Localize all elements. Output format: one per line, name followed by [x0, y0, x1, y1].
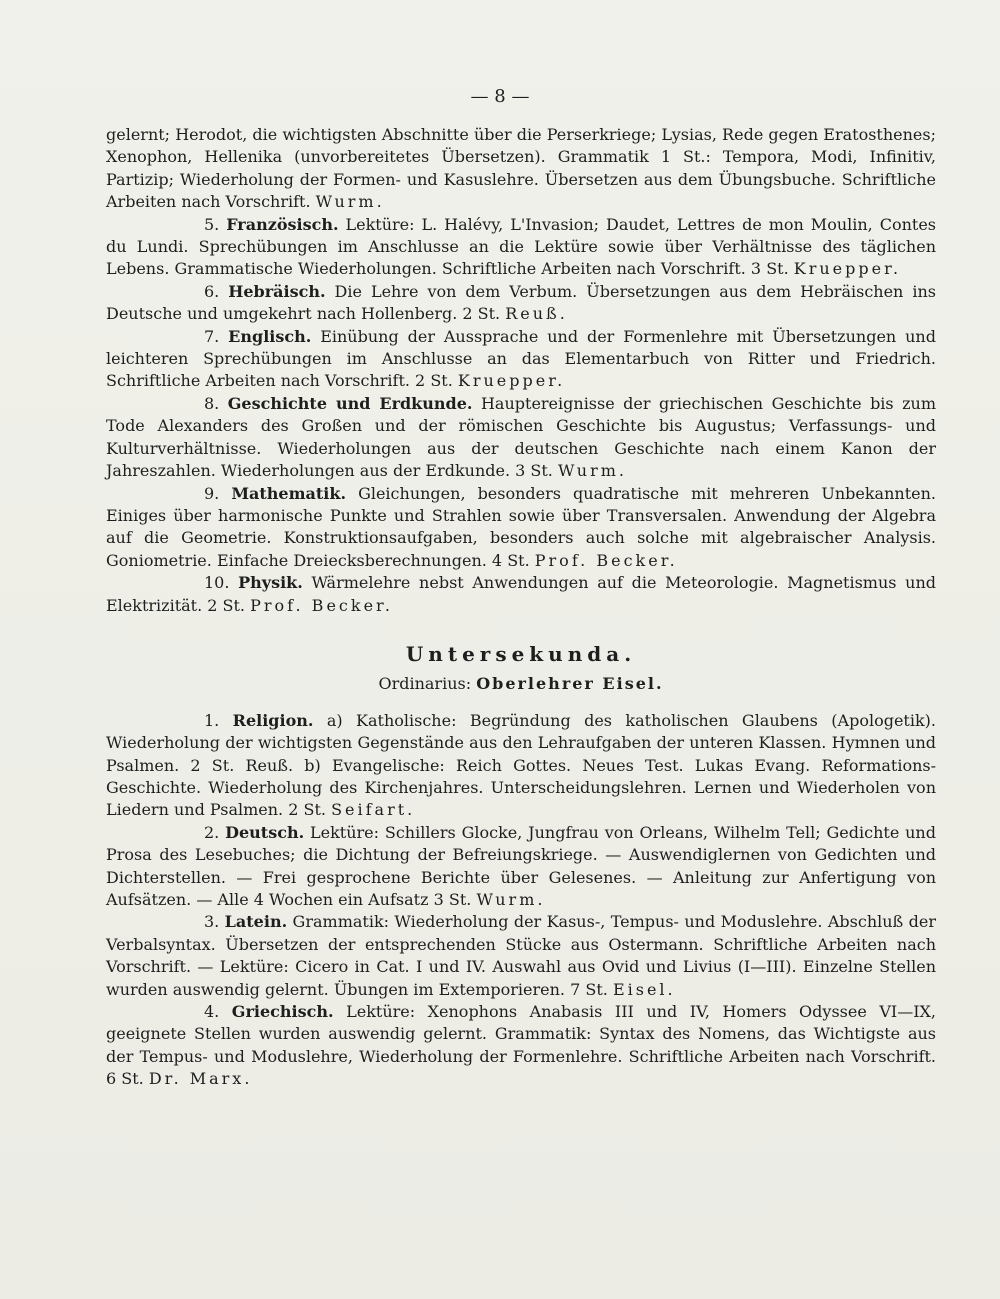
paragraph-number: 1.	[204, 710, 220, 730]
paragraph-number: 7.	[204, 326, 220, 346]
paragraph-mathematik	[106, 483, 936, 573]
subject-title: Religion.	[232, 710, 314, 730]
paragraph-body: Lektüre: L. Halévy, L'Invasion; Daudet, Lettres de mon Moulin, Contes du Lundi. Sprechübungen im Anschlusse an die Lektüre sowie über Verhältnisse des täglichen Lebens. Grammatische Wiederholungen. Schriftliche Arbeiten nach Vorschrift. 3 St.	[106, 214, 936, 279]
ordinarius-label: Ordinarius:	[378, 674, 472, 694]
paragraph-number: 6.	[204, 281, 220, 301]
subject-title: Französisch.	[226, 214, 339, 234]
teacher-name: Wurm.	[315, 192, 385, 212]
paragraph-religion	[106, 710, 936, 822]
teacher-name: Eisel.	[612, 979, 676, 999]
subject-title: Deutsch.	[225, 822, 305, 842]
paragraph-number: 10.	[204, 573, 230, 593]
section-title: Untersekunda.	[405, 641, 637, 666]
subject-title: Hebräisch.	[228, 281, 326, 301]
paragraph-physik	[106, 572, 936, 617]
subject-title: Mathematik.	[231, 483, 347, 503]
paragraph-body: Hauptereignisse der griechischen Geschichte bis zum Tode Alexanders des Großen und der römischen Geschichte bis Augustus; Verfassungs- und Kulturverhältnisse. Wiederholungen aus der deutschen Geschichte nach einem Kanon der Jahreszahlen. Wiederholungen aus der Erdkunde. 3 St.	[106, 393, 937, 481]
teacher-name: Wurm.	[476, 890, 546, 909]
page-number: — 8 —	[470, 86, 530, 107]
teacher-name: Prof. Becker.	[250, 595, 394, 615]
paragraph-body: gelernt; Herodot, die wichtigsten Abschnitte über die Perserkriege; Lysias, Rede gegen Eratosthenes; Xenophon, Hellenika (unvorbereitetes Übersetzen). Grammatik 1 St.: Tempora, Modi, Infinitiv, Partizip; Wiederholung der Formen- und Kasuslehre. Übersetzen aus dem Übungsbuche. Schriftliche Arbeiten nach Vorschrift.	[106, 125, 936, 212]
teacher-name: Wurm.	[557, 461, 627, 481]
paragraph-greek-continuation	[106, 124, 936, 214]
page-text	[106, 124, 936, 1091]
ordinarius-name: Oberlehrer Eisel.	[476, 674, 664, 694]
paragraph-body: Gleichungen, besonders quadratische mit mehreren Unbekannten. Einiges über harmonische Punkte und Strahlen sowie über Transversalen. Anwendung der Algebra auf die Geometrie. Konstruktionsaufgaben, besonders auch solche mit algebraischer Analysis. Goniometrie. Einfache Dreiecksberechnungen. 4 St.	[106, 483, 936, 570]
subject-title: Griechisch.	[231, 1002, 334, 1022]
paragraph-number: 4.	[204, 1002, 220, 1022]
paragraph-hebraeisch	[106, 281, 936, 326]
teacher-name: Kruepper.	[793, 259, 902, 279]
paragraph-body: a) Katholische: Begründung des katholischen Glaubens (Apologetik). Wiederholung der wichtigsten Gegenstände aus den Lehraufgaben der unteren Klassen. Hymnen und Psalmen. 2 St. Reuß. b) Evangelische: Reich Gottes. Neues Test. Lukas Evang. Reformations-Geschichte. Wiederholung des Kirchenjahres. Unterscheidungslehren. Lernen und Wiederholen von Liedern und Psalmen. 2 St.	[106, 710, 936, 820]
paragraph-body: Die Lehre von dem Verbum. Übersetzungen aus dem Hebräischen ins Deutsche und umgekehrt nach Hollenberg. 2 St.	[106, 281, 936, 324]
paragraph-deutsch	[106, 822, 936, 912]
teacher-name: Kruepper.	[457, 371, 566, 391]
paragraph-body: Lektüre: Schillers Glocke, Jungfrau von Orleans, Wilhelm Tell; Gedichte und Prosa des Lesebuches; die Dichtung der Befreiungskriege. — Auswendiglernen von Gedichten und Dichterstellen. — Frei gesprochene Berichte über Gelesenes. — Anleitung zur Anfertigung von Aufsätzen. — Alle 4 Wochen ein Aufsatz 3 St.	[106, 822, 936, 909]
subject-title: Physik.	[238, 573, 303, 593]
paragraph-number: 8.	[204, 393, 220, 413]
paragraph-latein	[106, 911, 936, 1001]
paragraph-body: Wärmelehre nebst Anwendungen auf die Meteorologie. Magnetismus und Elektrizität. 2 St.	[106, 573, 937, 615]
teacher-name: Seifart.	[331, 800, 416, 820]
teacher-name: Dr. Marx.	[148, 1069, 253, 1089]
paragraph-number: 9.	[204, 483, 220, 503]
teacher-name: Reuß.	[505, 304, 568, 324]
teacher-name: Prof. Becker.	[534, 550, 678, 570]
paragraph-griechisch	[106, 1001, 936, 1091]
subject-title: Latein.	[224, 912, 288, 932]
paragraph-number: 5.	[204, 214, 220, 234]
paragraph-number: 3.	[204, 912, 220, 932]
paragraph-englisch	[106, 326, 936, 393]
paragraph-body: Einübung der Aussprache und der Formenlehre mit Übersetzungen und leichteren Sprechübungen im Anschlusse an das Elementarbuch von Ritter und Friedrich. Schriftliche Arbeiten nach Vorschrift. 2 St.	[106, 326, 936, 391]
subject-title: Geschichte und Erdkunde.	[227, 393, 473, 413]
ordinarius-line	[106, 673, 936, 695]
paragraph-number: 2.	[204, 822, 220, 842]
paragraph-body: Grammatik: Wiederholung der Kasus-, Tempus- und Moduslehre. Abschluß der Verbalsyntax. Übersetzen der entsprechenden Stücke aus Ostermann. Schriftliche Arbeiten nach Vorschrift. — Lektüre: Cicero in Cat. I und IV. Auswahl aus Ovid und Livius (I—III). Einzelne Stellen wurden auswendig gelernt. Übungen im Extemporieren. 7 St.	[106, 912, 936, 999]
paragraph-franzoesisch	[106, 214, 936, 281]
paragraph-body: Lektüre: Xenophons Anabasis III und IV, Homers Odyssee VI—IX, geeignete Stellen wurden auswendig gelernt. Grammatik: Syntax des Nomens, das Wichtigste aus der Tempus- und Moduslehre, Wiederholung der Formenlehre. Schriftliche Arbeiten nach Vorschrift. 6 St.	[106, 1002, 937, 1089]
subject-title: Englisch.	[228, 326, 312, 346]
paragraph-geschichte	[106, 393, 936, 483]
